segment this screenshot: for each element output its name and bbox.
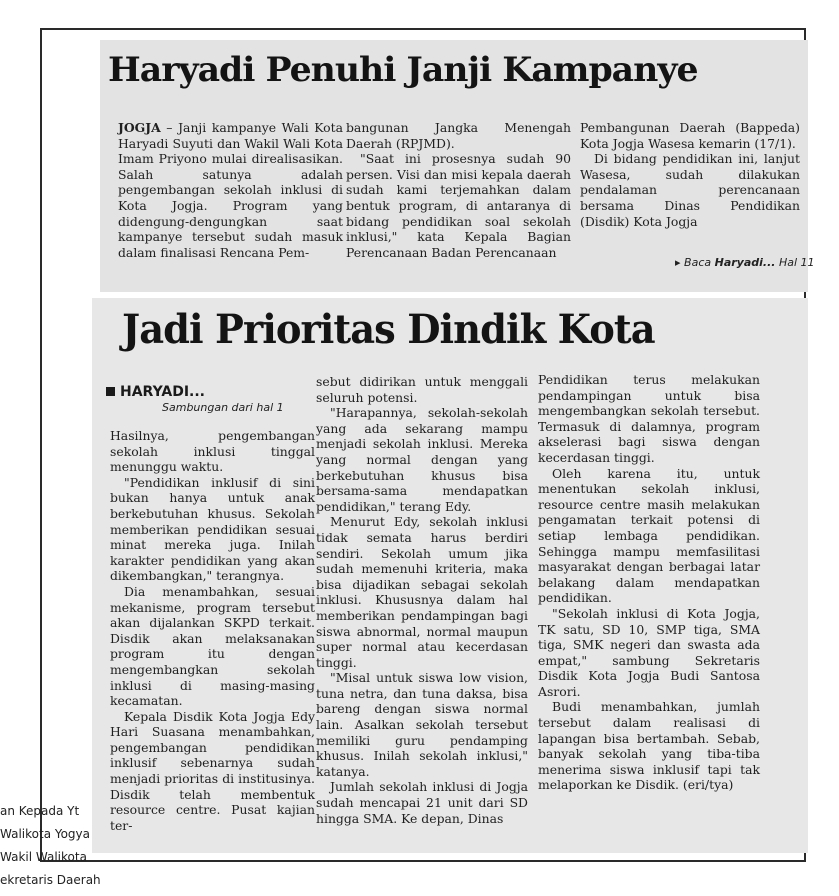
paragraph: Pembangunan Daerah (Bappeda) Kota Jogja Wasesa kemarin (17/1). <box>580 120 800 151</box>
paragraph: Hasilnya, pengembangan sekolah inklusi tinggal menunggu waktu. <box>110 428 315 475</box>
clipping-haryadi-penuhi-janji <box>100 40 815 292</box>
continuation-label <box>106 384 205 400</box>
paragraph: "Saat ini prosesnya sudah 90 persen. Visi dan misi kepala daerah sudah kami terjemahkan dalam bentuk program, di antaranya di bidang pendidikan soal sekolah inklusi," kata Kepala Bagian Perencanaan Badan Perencanaan <box>346 151 571 260</box>
paragraph: bangunan Jangka Menengah Daerah (RPJMD). <box>346 120 571 151</box>
article-column-3 <box>538 372 760 793</box>
continued-page: Hal 11 <box>778 256 815 269</box>
continued-name: Haryadi... <box>714 256 776 269</box>
column-text: – Janji kampanye Wali Kota Haryadi Suyuti dan Wakil Wali Kota Imam Priyono mulai direalisasikan. Salah satunya adalah pengembangan sekolah inklusi di Kota Jogja. Program yang didengung-dengungkan saat kampanye tersebut sudah masuk dalam finalisasi Rencana Pem- <box>118 120 343 260</box>
side-note-line: an Kepada Yt <box>0 804 80 818</box>
headline: Haryadi Penuhi Janji Kampanye <box>108 50 698 90</box>
article-column-3 <box>580 120 800 229</box>
paragraph: Menurut Edy, sekolah inklusi tidak semata harus berdiri sendiri. Sekolah umum jika sudah memenuhi kriteria, maka bisa dijadikan sebagai sekolah inklusi. Khususnya dalam hal memberikan pendampingan bagi siswa abnormal, normal maupun super normal atau kecerdasan tinggi. <box>316 514 528 670</box>
paragraph: sebut didirikan untuk menggali seluruh potensi. <box>316 374 528 405</box>
continued-prefix: Baca <box>684 256 712 269</box>
paragraph: Di bidang pendidikan ini, lanjut Wasesa, sudah dilakukan pendalaman perencanaan bersama Dinas Pendidikan (Disdik) Kota Jogja <box>580 151 800 229</box>
paragraph: Pendidikan terus melakukan pendampingan untuk bisa mengembangkan sekolah tersebut. Termasuk di dalamnya, program akselerasi bagi siswa dengan kecerdasan tinggi. <box>538 372 760 465</box>
square-bullet-icon <box>106 387 115 396</box>
side-note-line: Wakil Walikota <box>0 850 87 864</box>
paragraph: Dia menambahkan, sesuai mekanisme, program tersebut akan dijalankan SKPD terkait. Disdik akan melaksanakan program itu dengan mengembangkan sekolah inklusi di masing-masing kecamatan. <box>110 583 315 709</box>
paragraph: Jumlah sekolah inklusi di Jogja sudah mencapai 21 unit dari SD hingga SMA. Ke depan, Dinas <box>316 779 528 826</box>
dateline: JOGJA <box>118 120 161 135</box>
article-column-2 <box>316 374 528 826</box>
paragraph: Kepala Disdik Kota Jogja Edy Hari Suasana menambahkan, pengembangan pendidikan inklusif sebenarnya sudah menjadi prioritas di institusinya. Disdik telah membentuk resource centre. Pusat kajian ter- <box>110 708 315 833</box>
side-note-line: ekretaris Daerah <box>0 873 101 887</box>
clipping-jadi-prioritas <box>92 298 808 853</box>
article-column-2 <box>346 120 571 260</box>
continuation-subtitle: Sambungan dari hal 1 <box>162 401 284 414</box>
continued-note <box>675 256 815 269</box>
paragraph: "Pendidikan inklusif di sini bukan hanya untuk anak berkebutuhan khusus. Sekolah memberikan pendidikan sesuai minat mereka juga. Inilah karakter pendidikan yang akan dikembangkan," terangnya. <box>110 474 315 584</box>
paragraph: "Harapannya, sekolah-sekolah yang ada sekarang mampu menjadi sekolah inklusi. Mereka yang normal dengan yang berkebutuhan khusus bisa bersama-sama mendapatkan pendidikan," terang Edy. <box>316 405 528 514</box>
paragraph: "Misal untuk siswa low vision, tuna netra, dan tuna daksa, bisa bareng dengan siswa normal lain. Asalkan sekolah tersebut memiliki guru pendamping khusus. Inilah sekolah inklusi," katanya. <box>316 670 528 779</box>
paragraph: Oleh karena itu, untuk menentukan sekolah inklusi, resource centre masih melakukan pengamatan terkait potensi di setiap lembaga pendidikan. Sehingga mampu memfasilitasi masyarakat dengan berbagai latar belakang dalam mendapatkan pendidikan. <box>538 465 760 606</box>
article-column-1 <box>118 120 343 260</box>
continuation-title: HARYADI... <box>120 384 205 400</box>
triangle-icon: ▸ <box>675 256 681 269</box>
side-note-line: Walikota Yogya <box>0 827 91 841</box>
headline: Jadi Prioritas Dindik Kota <box>122 306 655 353</box>
paragraph: Budi menambahkan, jumlah tersebut dalam realisasi di lapangan bisa bertambah. Sebab, banyak sekolah yang tiba-tiba menerima siswa inklusif tapi tak melaporkan ke Disdik. (eri/tya) <box>538 699 760 793</box>
article-column-1 <box>110 428 315 833</box>
paragraph: "Sekolah inklusi di Kota Jogja, TK satu, SD 10, SMP tiga, SMA tiga, SMK negeri dan swasta ada empat," sambung Sekretaris Disdik Kota Jogja Budi Santosa Asrori. <box>538 605 760 699</box>
